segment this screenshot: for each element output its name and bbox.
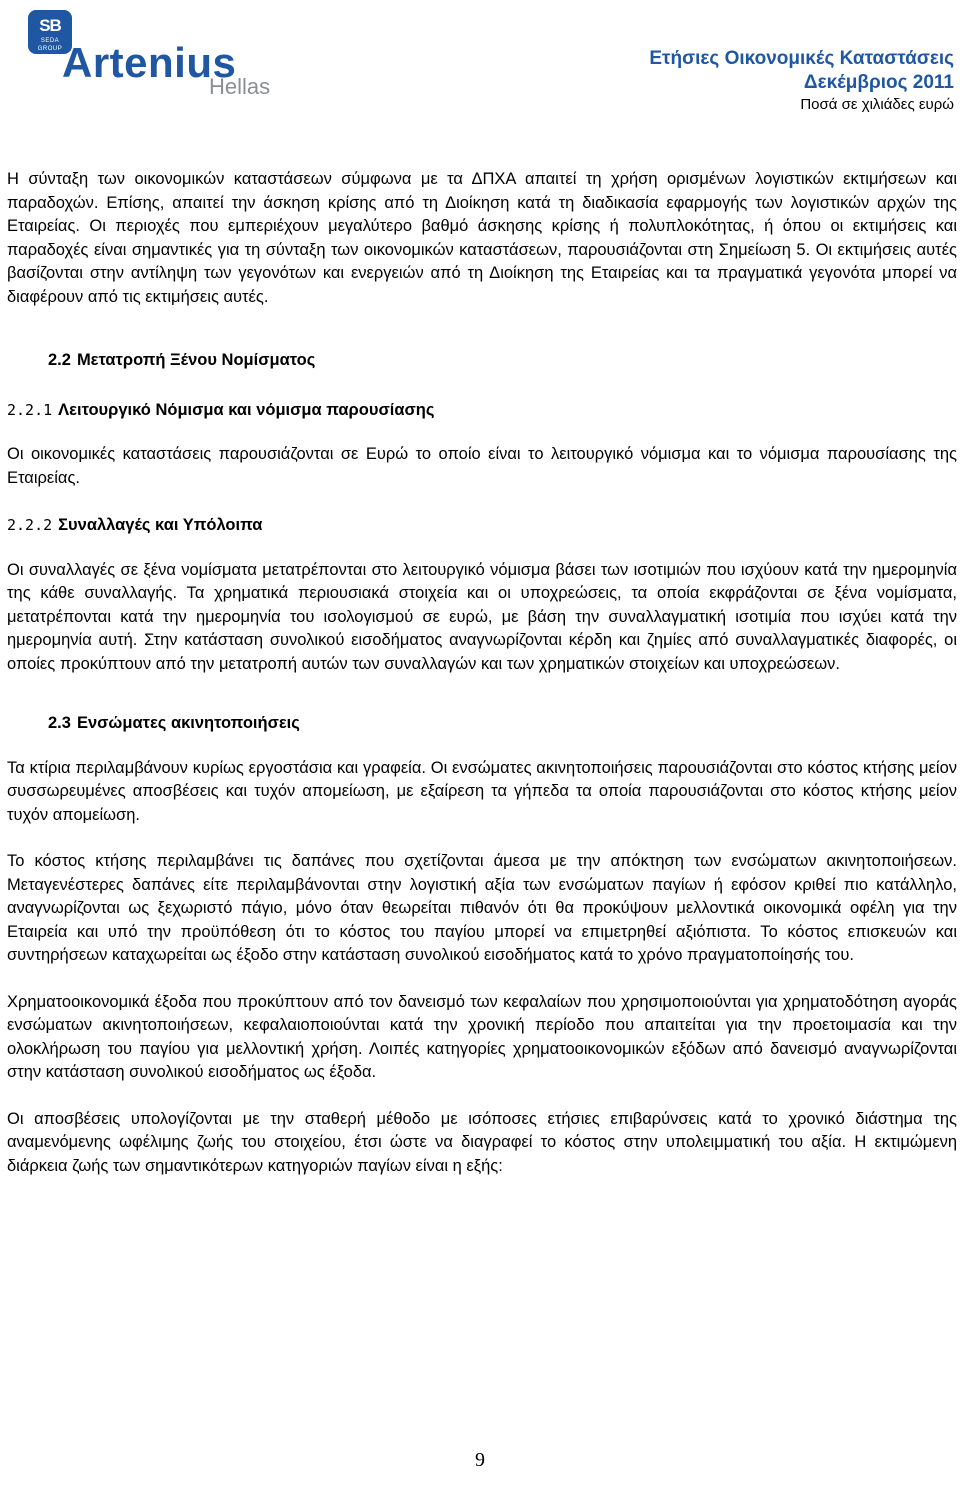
- heading-2-2-2: [7, 514, 957, 538]
- heading-title: Λειτουργικό Νόμισμα και νόμισμα παρουσίασης: [58, 400, 435, 419]
- report-title: Ετήσιες Οικονομικές Καταστάσεις: [649, 48, 954, 69]
- page-header: [0, 0, 960, 120]
- report-date: Δεκέμβριος 2011: [803, 72, 954, 93]
- intro-paragraph: Η σύνταξη των οικονομικών καταστάσεων σύμφωνα με τα ΔΠΧΑ απαιτεί τη χρήση ορισμένων λογιστικών εκτιμήσεων και παραδοχών. Επίσης, απαιτεί την άσκηση κρίσης από τη Διοίκηση κατά τη διαδικασία εφαρμογής των λογιστικών αρχών της Εταιρείας. Οι περιοχές που εμπεριέχουν μεγαλύτερο βαθμό άσκησης κρίσης ή πολυπλοκότητας, ή όπου οι εκτιμήσεις και παραδοχές είναι σημαντικές για τη σύνταξη των οικονομικών καταστάσεων, παρουσιάζονται στη Σημείωση 5. Οι εκτιμήσεις αυτές βασίζονται στην αντίληψη των γεγονότων και ενεργειών από τη Διοίκηση της Εταιρείας και τα πραγματικά γεγονότα μπορεί να διαφέρουν από τις εκτιμήσεις αυτές.: [7, 170, 957, 306]
- heading-2-2: [7, 349, 957, 373]
- company-logo: [4, 6, 304, 106]
- heading-number: 2.2.2: [7, 516, 53, 534]
- paragraph-2-3-b: Το κόστος κτήσης περιλαμβάνει τις δαπάνες που σχετίζονται άμεσα με την απόκτηση των ενσώματων ακινητοποιήσεων. Μεταγενέστερες δαπάνες είτε περιλαμβάνονται στην λογιστική αξία των ενσώματων παγίων ή εφόσον κριθεί πιο κατάλληλο, αναγνωρίζονται ως ξεχωριστό πάγιο, μόνο όταν θεωρείται πιθανόν ότι θα προκύψουν μελλοντικά οικονομικά οφέλη για την Εταιρεία και υπό την προϋπόθεση ότι το κόστος του παγίου μπορεί να επιμετρηθεί αξιόπιστα. Το κόστος επισκευών και συντηρήσεων καταχωρείται ως έξοδο στην κατάσταση συνολικού εισοδήματος κατά το χρόνο πραγματοποίησής του.: [7, 852, 957, 964]
- heading-2-2-1: [7, 399, 957, 423]
- report-heading: [649, 46, 954, 116]
- heading-title: Ενσώματες ακινητοποιήσεις: [76, 714, 300, 732]
- heading-title: Συναλλαγές και Υπόλοιπα: [58, 516, 263, 534]
- brand-subtitle: Hellas: [209, 74, 271, 99]
- paragraph-2-3-c: Χρηματοοικονομικά έξοδα που προκύπτουν από τον δανεισμό των κεφαλαίων που χρησιμοποιούνται για χρηματοδότηση αγοράς ενσώματων ακινητοποιήσεων, κεφαλαιοποιούνται κατά την χρονική περίοδο που απαιτείται για την προετοιμασία και την ολοκλήρωση του παγίου για μελλοντική χρήση. Λοιπές κατηγορίες χρηματοοικονομικών εξόδων από δανεισμό αναγνωρίζονται στην κατάσταση συνολικού εισοδήματος ως έξοδα.: [7, 992, 957, 1081]
- paragraph-2-3-a: Τα κτίρια περιλαμβάνουν κυρίως εργοστάσια και γραφεία. Οι ενσώματες ακινητοποιήσεις παρουσιάζονται στο κόστος κτήσης μείον συσσωρευμένες αποσβέσεις και τυχόν απομείωση, με εξαίρεση τα γήπεδα τα οποία παρουσιάζονται στο κόστος κτήσης μείον τυχόν απομείωση.: [7, 758, 957, 824]
- page-number: 9: [475, 1449, 485, 1471]
- paragraph-2-3-d: Οι αποσβέσεις υπολογίζονται με την σταθερή μέθοδο με ισόποσες ετήσιες επιβαρύνσεις κατά το χρονικό διάστημα της αναμενόμενης ωφέλιμης ζωής του στοιχείου, έτσι ώστε να διαγραφεί το κόστος στην υπολειμματική του αξία. Η εκτιμώμενη διάρκεια ζωής των σημαντικότερων κατηγοριών παγίων είναι η εξής:: [7, 1109, 957, 1175]
- currency-note: Ποσά σε χιλιάδες ευρώ: [800, 96, 954, 113]
- heading-number: 2.3: [48, 714, 71, 732]
- paragraph-2-2-1: Οι οικονομικές καταστάσεις παρουσιάζονται σε Ευρώ το οποίο είναι το λειτουργικό νόμισμα και το νόμισμα παρουσίασης της Εταιρείας.: [7, 445, 957, 487]
- heading-2-3: [7, 712, 957, 736]
- heading-title: Μετατροπή Ξένου Νομίσματος: [76, 351, 316, 369]
- paragraph-2-2-2: Οι συναλλαγές σε ξένα νομίσματα μετατρέπονται στο λειτουργικό νόμισμα βάσει των ισοτιμιών που ισχύουν κατά την ημερομηνία της κάθε συναλλαγής. Τα χρηματικά περιουσιακά στοιχεία και οι υποχρεώσεις, τα οποία εκφράζονται σε ξένα νομίσματα, μετατρέπονται κατά την ημερομηνία του ισολογισμού σε ευρώ, με βάση την συναλλαγματική ισοτιμία που ισχύει κατά την ημερομηνία αυτή. Στην κατάσταση συνολικού εισοδήματος αναγνωρίζονται κέρδη και ζημίες από συναλλαγματικές διαφορές, οι οποίες προκύπτουν από την μετατροπή αυτών των συναλλαγών και των χρηματικών στοιχείων και υποχρεώσεων.: [7, 560, 957, 673]
- document-body: [7, 168, 957, 1178]
- heading-number: 2.2.1: [7, 400, 53, 419]
- badge-subtitle: SEDA GROUP: [37, 38, 63, 52]
- brand-name: Artenius: [62, 39, 237, 86]
- heading-number: 2.2: [48, 351, 71, 369]
- badge-mark: SB: [39, 16, 61, 35]
